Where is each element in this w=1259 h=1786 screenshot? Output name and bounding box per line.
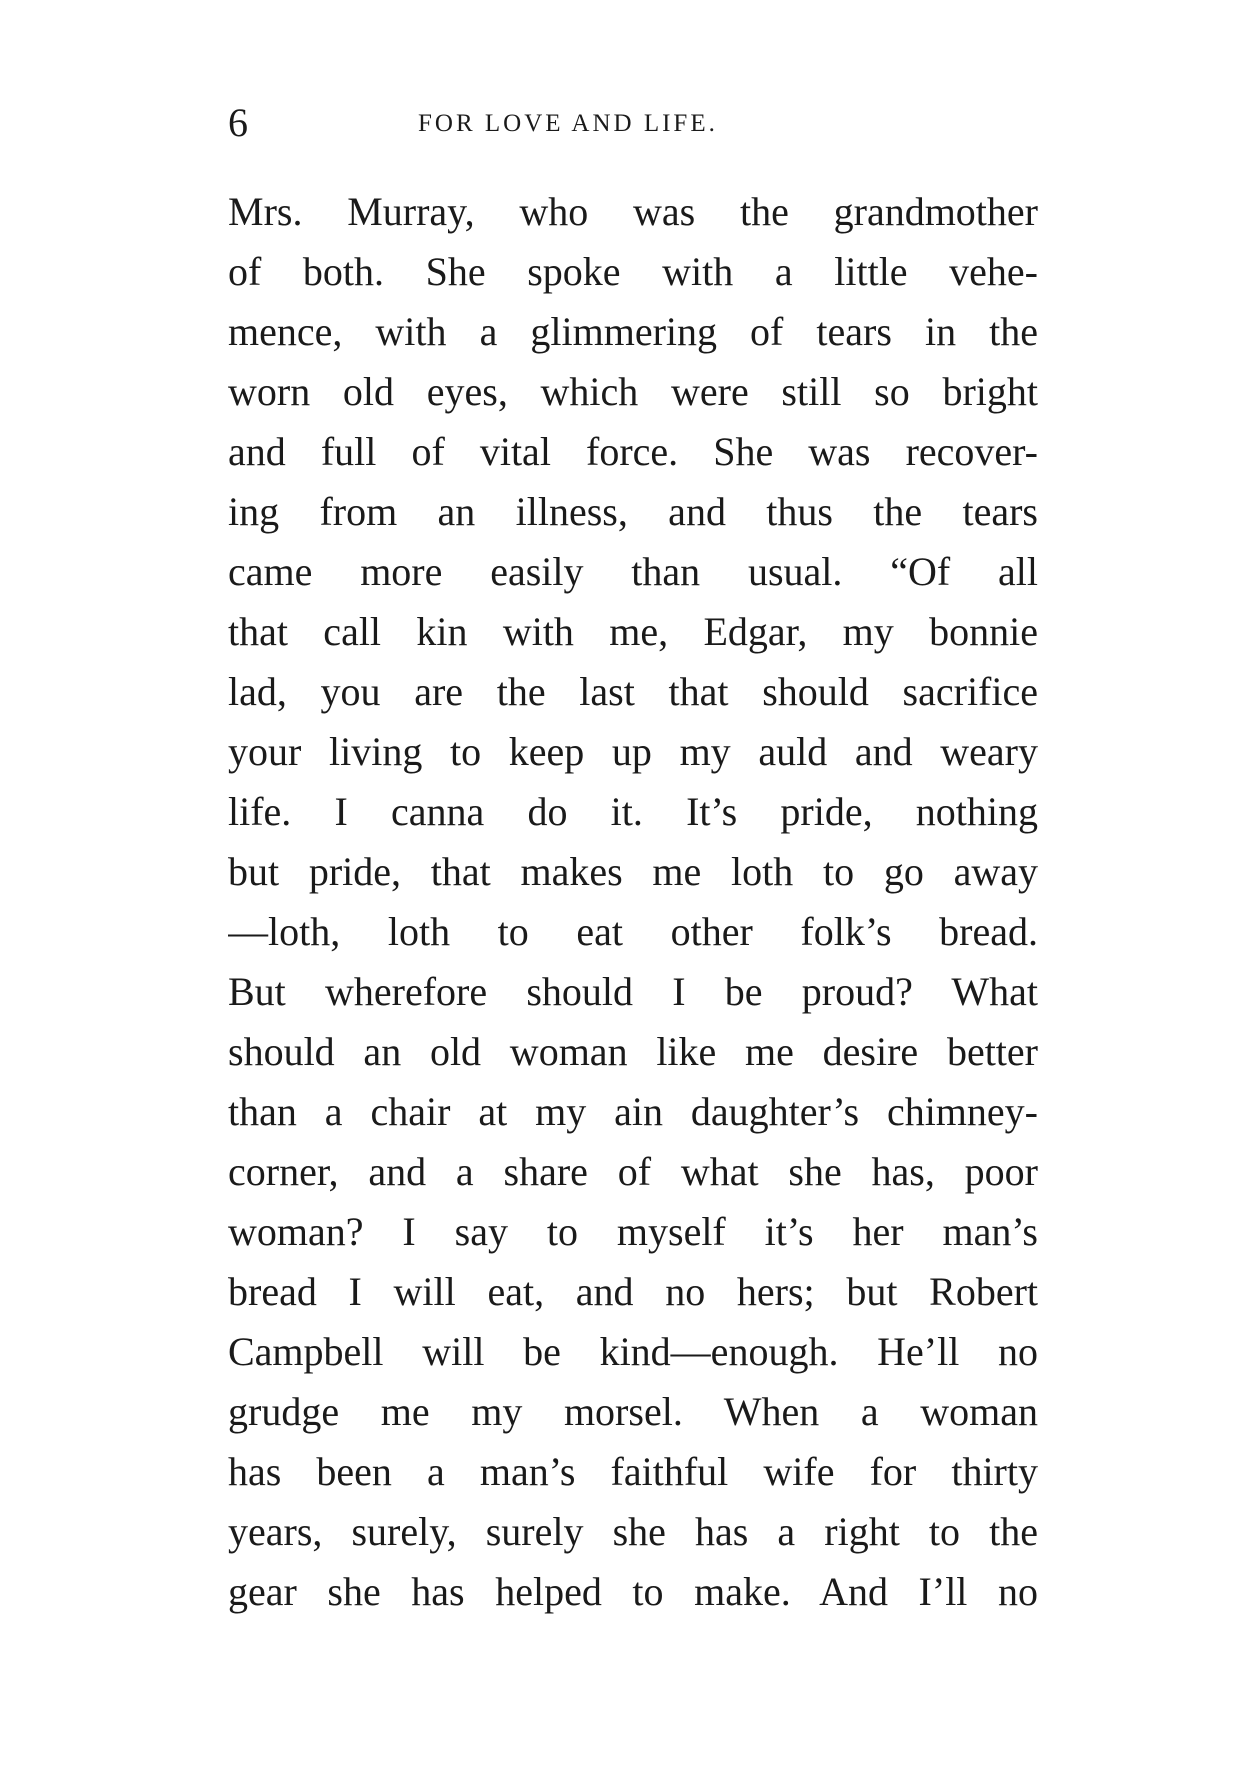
text-line: mence, with a glimmering of tears in the <box>228 309 1038 354</box>
text-line: your living to keep up my auld and weary <box>228 729 1038 774</box>
text-line: came more easily than usual. “Of all <box>228 549 1038 594</box>
text-line: that call kin with me, Edgar, my bonnie <box>228 609 1038 654</box>
text-line: worn old eyes, which were still so bright <box>228 369 1038 414</box>
text-line: has been a man’s faithful wife for thirty <box>228 1449 1038 1494</box>
text-line: Mrs. Murray, who was the grandmother <box>228 189 1038 234</box>
text-line: ing from an illness, and thus the tears <box>228 489 1038 534</box>
page-number: 6 <box>228 100 248 145</box>
text-line: than a chair at my ain daughter’s chimney- <box>228 1089 1038 1134</box>
page-header <box>228 98 1038 148</box>
text-line: but pride, that makes me loth to go away <box>228 849 1038 894</box>
text-line: and full of vital force. She was recover- <box>228 429 1038 474</box>
body-text <box>228 182 1038 1622</box>
text-line: But wherefore should I be proud? What <box>228 969 1038 1014</box>
text-line: woman? I say to myself it’s her man’s <box>228 1209 1038 1254</box>
text-line: gear she has helped to make. And I’ll no <box>228 1569 1038 1614</box>
text-line: grudge me my morsel. When a woman <box>228 1389 1038 1434</box>
text-line: life. I canna do it. It’s pride, nothing <box>228 789 1038 834</box>
running-title: FOR LOVE AND LIFE. <box>418 110 718 137</box>
text-line: corner, and a share of what she has, poor <box>228 1149 1038 1194</box>
text-line: of both. She spoke with a little vehe- <box>228 249 1038 294</box>
text-line: lad, you are the last that should sacrifice <box>228 669 1038 714</box>
text-line: should an old woman like me desire better <box>228 1029 1038 1074</box>
text-line: Campbell will be kind—enough. He’ll no <box>228 1329 1038 1374</box>
text-line: years, surely, surely she has a right to the <box>228 1509 1038 1554</box>
text-line: —loth, loth to eat other folk’s bread. <box>228 909 1038 954</box>
text-line: bread I will eat, and no hers; but Robert <box>228 1269 1038 1314</box>
